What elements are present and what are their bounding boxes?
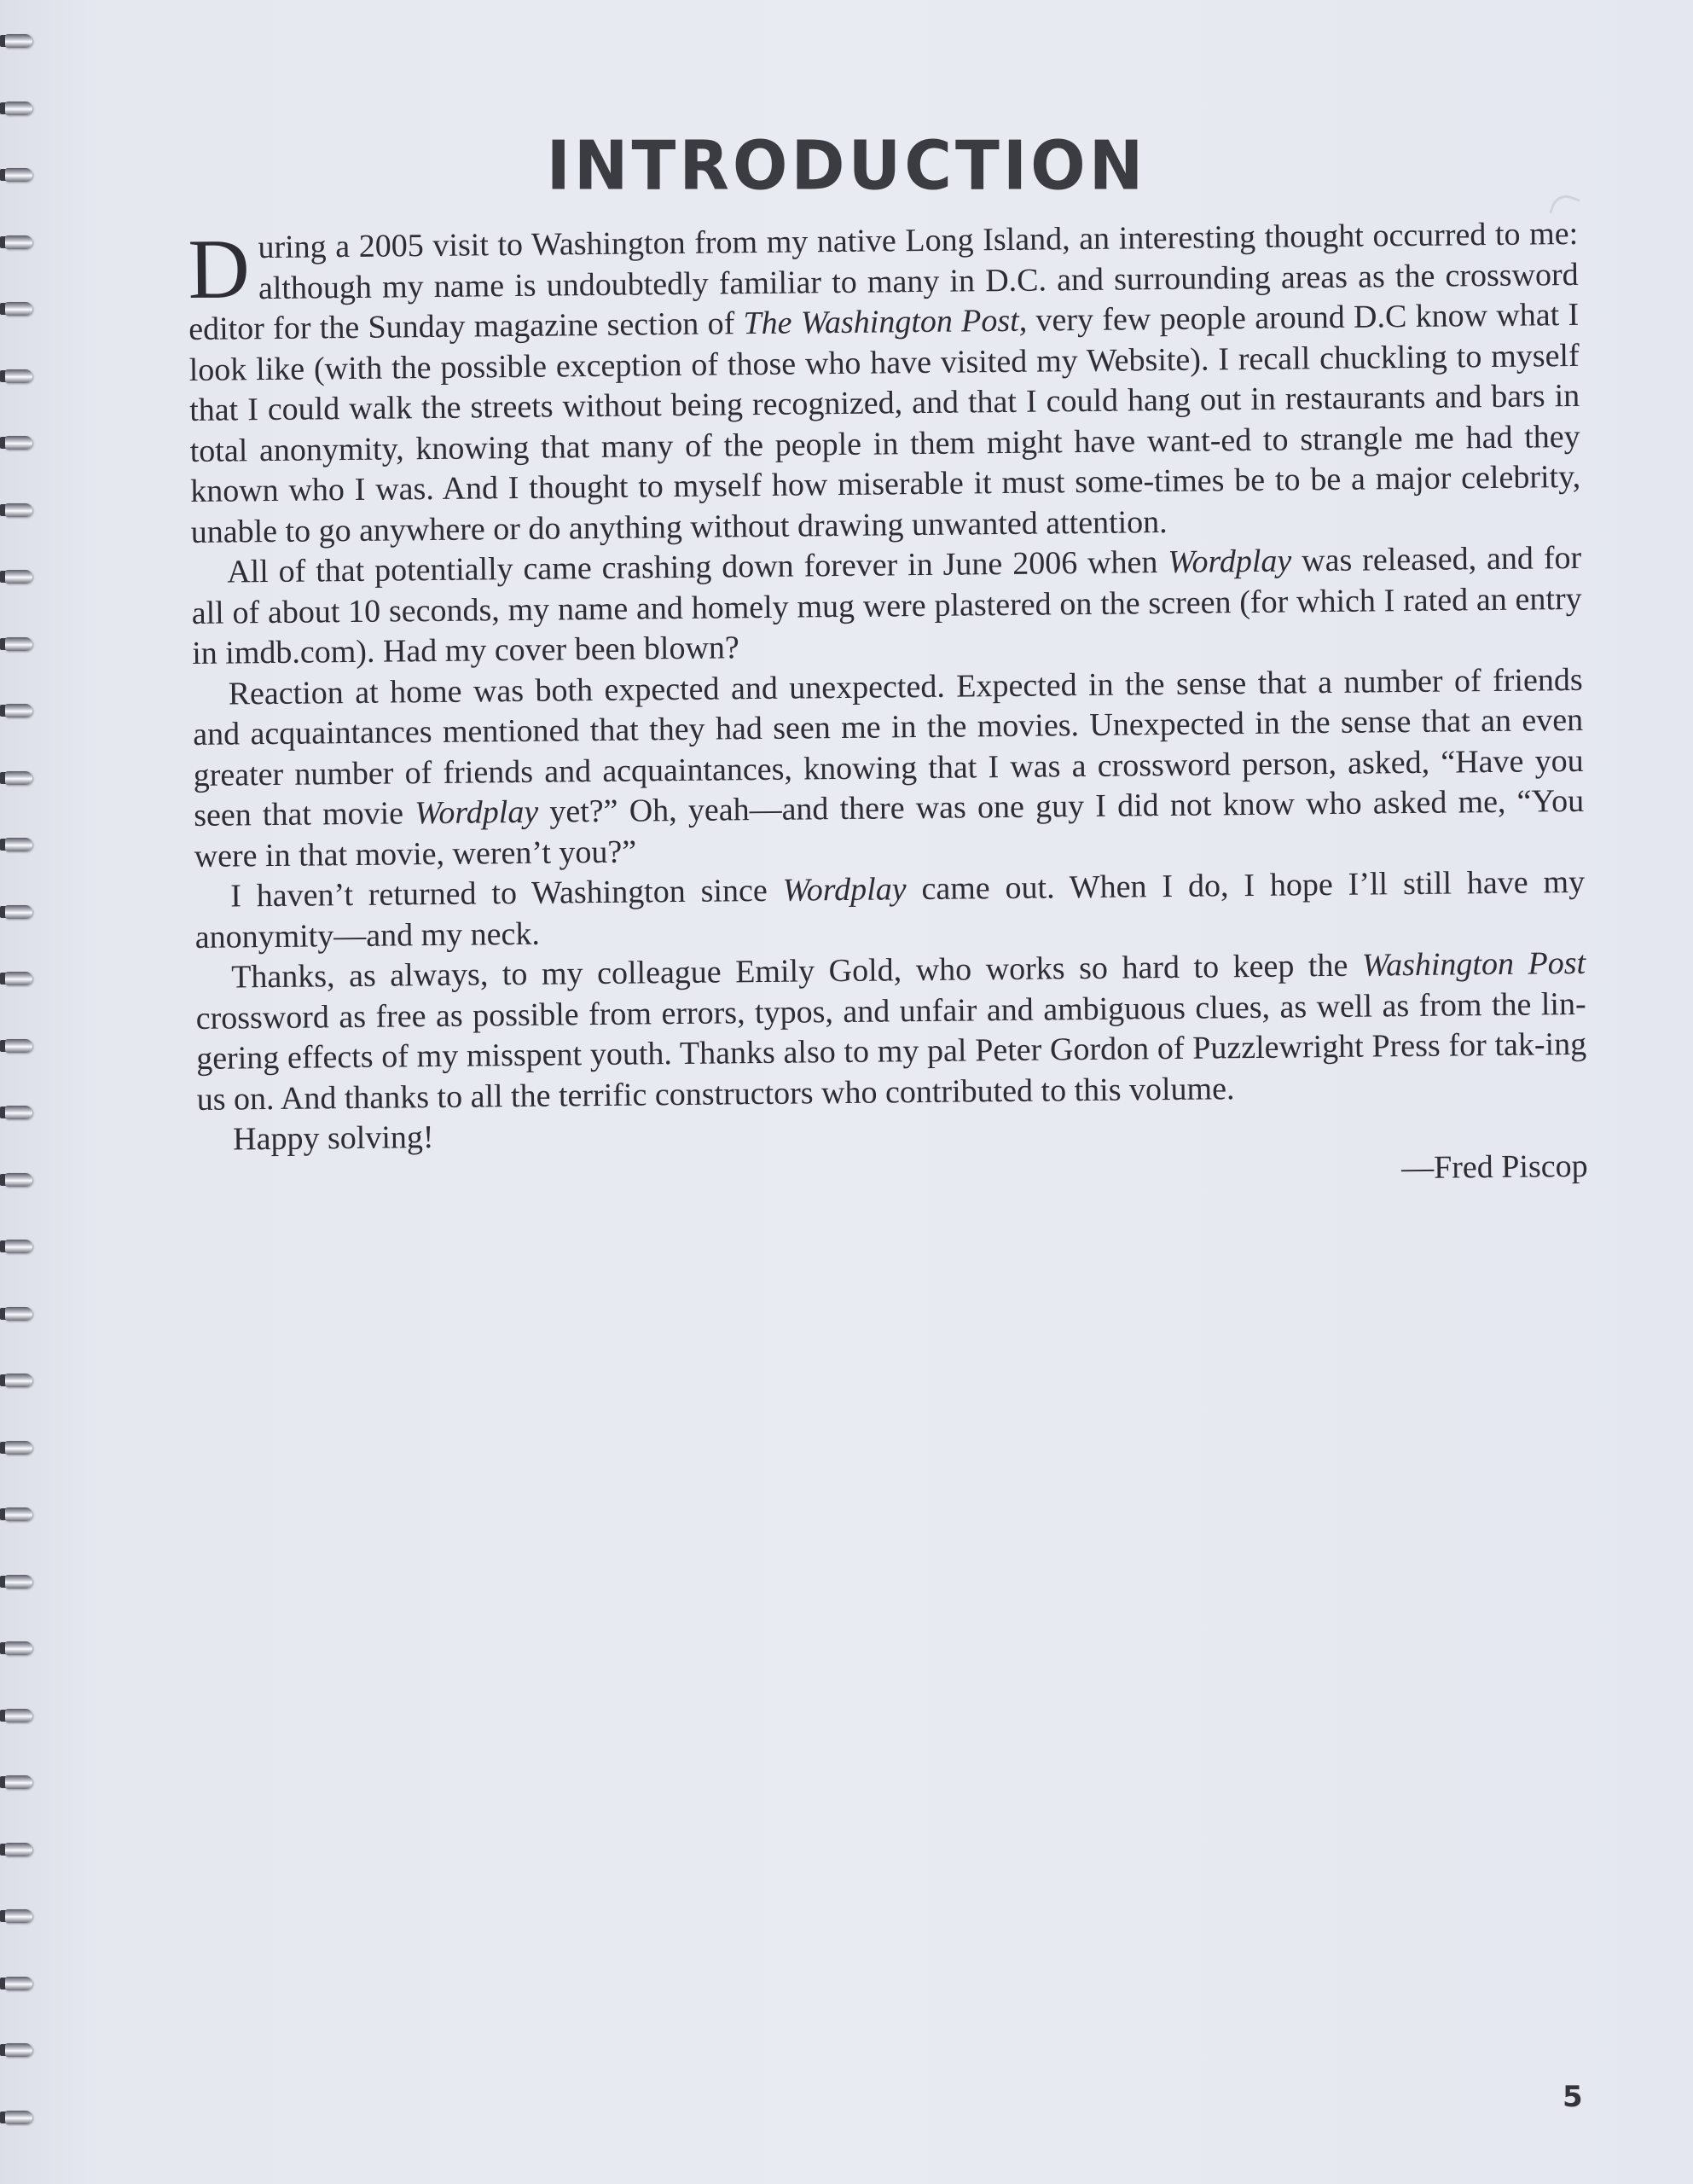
- paragraph-1: [188, 214, 1581, 553]
- paragraph-2: [191, 538, 1582, 675]
- page-title: INTRODUCTION: [546, 125, 1147, 206]
- paragraph-3: [192, 659, 1584, 877]
- text-run: Happy solving!: [232, 1119, 434, 1158]
- binding-coil: [5, 1775, 32, 1789]
- author-signature: —Fred Piscop: [1400, 1147, 1588, 1186]
- paragraph-5: [195, 944, 1587, 1120]
- paragraph-4: [194, 863, 1586, 958]
- binding-coil: [5, 1641, 32, 1655]
- binding-coil: [5, 905, 32, 919]
- page-number: 5: [1563, 2080, 1583, 2114]
- binding-coil: [5, 436, 32, 450]
- binding-coil: [5, 1374, 32, 1387]
- binding-coil: [5, 1575, 32, 1589]
- text-run: I haven’t returned to Washington since: [229, 872, 783, 915]
- binding-coil: [5, 838, 32, 851]
- binding-coil: [5, 570, 32, 584]
- binding-coil: [5, 771, 32, 785]
- text-run: Thanks, as always, to my colleague Emily Gold, who works so hard to keep the: [230, 947, 1363, 996]
- binding-coil: [5, 1709, 32, 1722]
- text-run: was released, and for all of about 10 seconds, my name and homely mug were plastered on the screen (for which I rated an entry in imdb.com). Had my cover been blown?: [191, 539, 1582, 671]
- binding-coil: [5, 102, 32, 115]
- italic-run: Wordplay: [782, 871, 907, 909]
- introduction-body: [188, 214, 1588, 1201]
- binding-coil: [5, 1039, 32, 1053]
- text-run: uring a 2005 visit to Washington from my native Long Island, an interesting thought occurred to me: although my name is undoubtedly familiar to many in D.C. and surrounding areas as the crossword editor for the Sunday magazine section of: [188, 215, 1579, 347]
- italic-run: Wordplay: [1168, 543, 1292, 580]
- binding-coil: [5, 2043, 32, 2057]
- text-run: crossword as free as possible from errors, typos, and unfair and ambiguous clues, as well as from the lin-gering effects of my misspent youth. Thanks also to my pal Peter Gordon of Puzzlewright Press for tak-ing us on. And thanks to all the terrific constructors who contributed to this volume.: [195, 985, 1587, 1118]
- binding-coil: [5, 1977, 32, 1990]
- binding-coil: [5, 1106, 32, 1119]
- binding-coil: [5, 1307, 32, 1321]
- binding-coil: [5, 1843, 32, 1856]
- binding-coil: [5, 369, 32, 383]
- italic-run: Washington Post: [1361, 944, 1586, 984]
- binding-coil: [5, 704, 32, 717]
- drop-cap: D: [187, 221, 251, 317]
- binding-coil: [5, 1240, 32, 1253]
- text-run: yet?” Oh, yeah—and there was one guy I did not know who asked me, “You were in that movie, weren’t you?”: [194, 782, 1585, 874]
- binding-coil: [5, 1173, 32, 1187]
- spiral-binding: [0, 0, 41, 2184]
- binding-coil: [5, 302, 32, 316]
- text-run: came out. When I do, I hope I’ll still have my anonymity—and my neck.: [194, 863, 1586, 956]
- binding-coil: [5, 1507, 32, 1521]
- binding-coil: [5, 637, 32, 651]
- text-run: , very few people around D.C know what I look like (with the possible exception of those who have visited my Website). I recall chuckling to myself that I could walk the streets without being recognized, and that I could hang out in restaurants and bars in total anonymity, knowing that many of the people in them might have want-ed to strangle me had they known who I was. And I thought to myself how miserable it must some-times be to be a major celebrity, unable to go anywhere or do anything without drawing unwanted attention.: [188, 296, 1581, 550]
- binding-coil: [5, 2111, 32, 2124]
- binding-coil: [5, 34, 32, 48]
- italic-run: Wordplay: [415, 793, 539, 832]
- binding-coil: [5, 503, 32, 517]
- italic-run: The Washington Post: [743, 302, 1019, 342]
- text-run: Reaction at home was both expected and unexpected. Expected in the sense that a number of friends and acquaintances mentioned that they had seen me in the movies. Unexpected in the sense that an even greater number of friends and acquaintances, knowing that I was a crossword person, asked, “Have you seen that movie: [192, 661, 1584, 834]
- binding-coil: [5, 235, 32, 249]
- text-run: All of that potentially came crashing down forever in June 2006 when: [226, 543, 1168, 590]
- binding-coil: [5, 1909, 32, 1923]
- binding-coil: [5, 972, 32, 985]
- binding-coil: [5, 1441, 32, 1455]
